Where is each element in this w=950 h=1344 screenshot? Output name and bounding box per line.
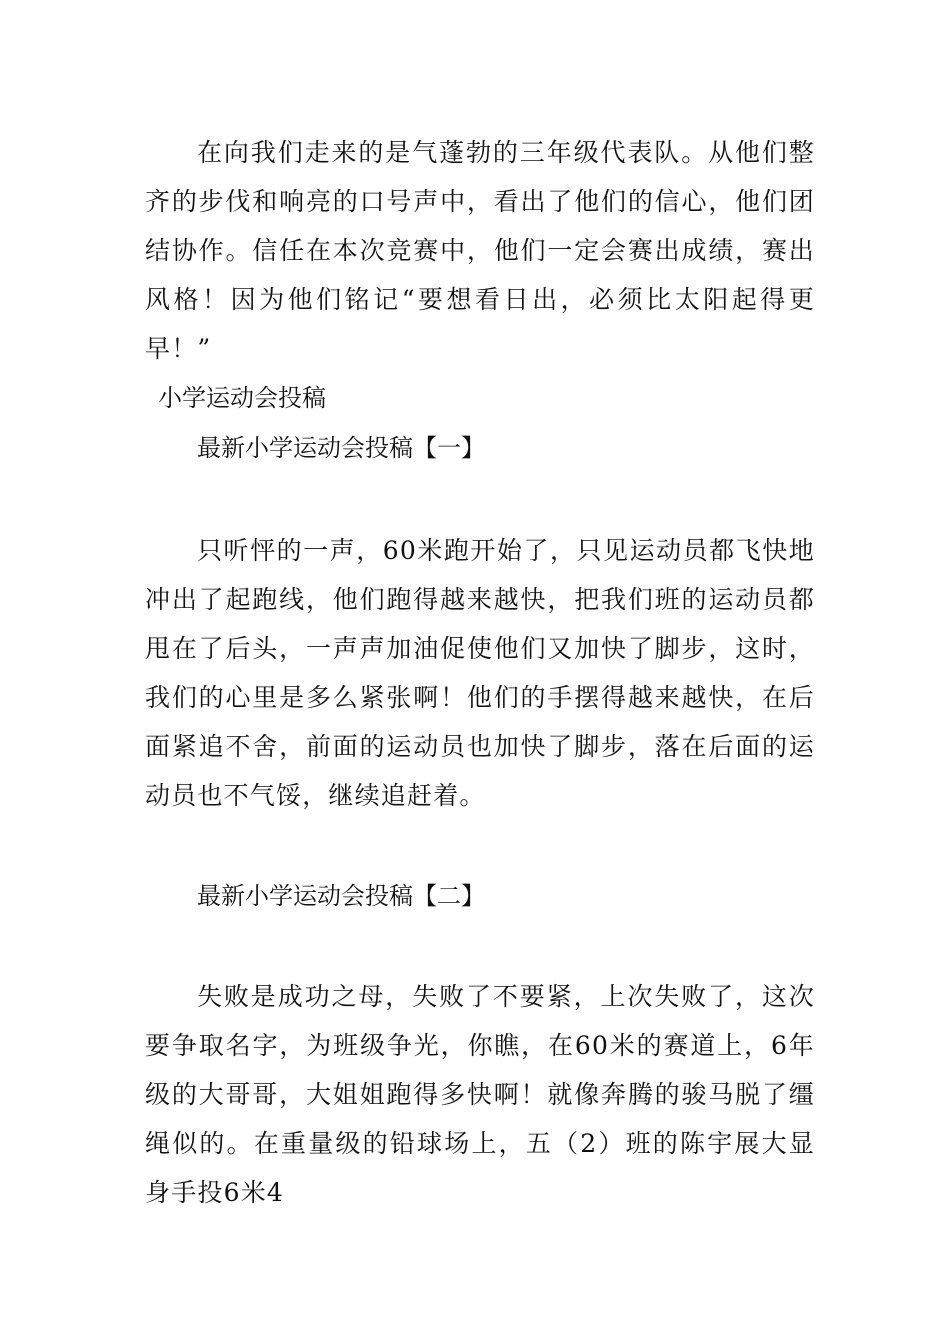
paragraph-60m-race: 只听怦的一声，60米跑开始了，只见运动员都飞快地冲出了起跑线，他们跑得越来越快，把我们班的运动员都甩在了后头，一声声加油促使他们又加快了脚步，这时，我们的心里是多么紧张啊！他们的手摆得越来越快，在后面紧追不舍，前面的运动员也加快了脚步，落在后面的运动员也不气馁，继续追赶着。 <box>145 536 815 810</box>
section-1-heading: 最新小学运动会投稿【一】 <box>197 434 485 462</box>
section-2-heading: 最新小学运动会投稿【二】 <box>197 882 485 910</box>
main-heading: 小学运动会投稿 <box>158 384 326 412</box>
paragraph-failure-success: 失败是成功之母，失败了不要紧，上次失败了，这次要争取名字，为班级争光，你瞧，在60米的赛道上，6年级的大哥哥，大姐姐跑得多快啊！就像奔腾的骏马脱了缰绳似的。在重量级的铅球场上，五（2）班的陈宇展大显身手投6米4 <box>145 982 815 1207</box>
paragraph-team-intro: 在向我们走来的是气蓬勃的三年级代表队。从他们整齐的步伐和响亮的口号声中，看出了他们的信心，他们团结协作。信任在本次竞赛中，他们一定会赛出成绩，赛出风格！因为他们铭记“要想看日出，必须比太阳起得更早！” <box>145 138 815 363</box>
